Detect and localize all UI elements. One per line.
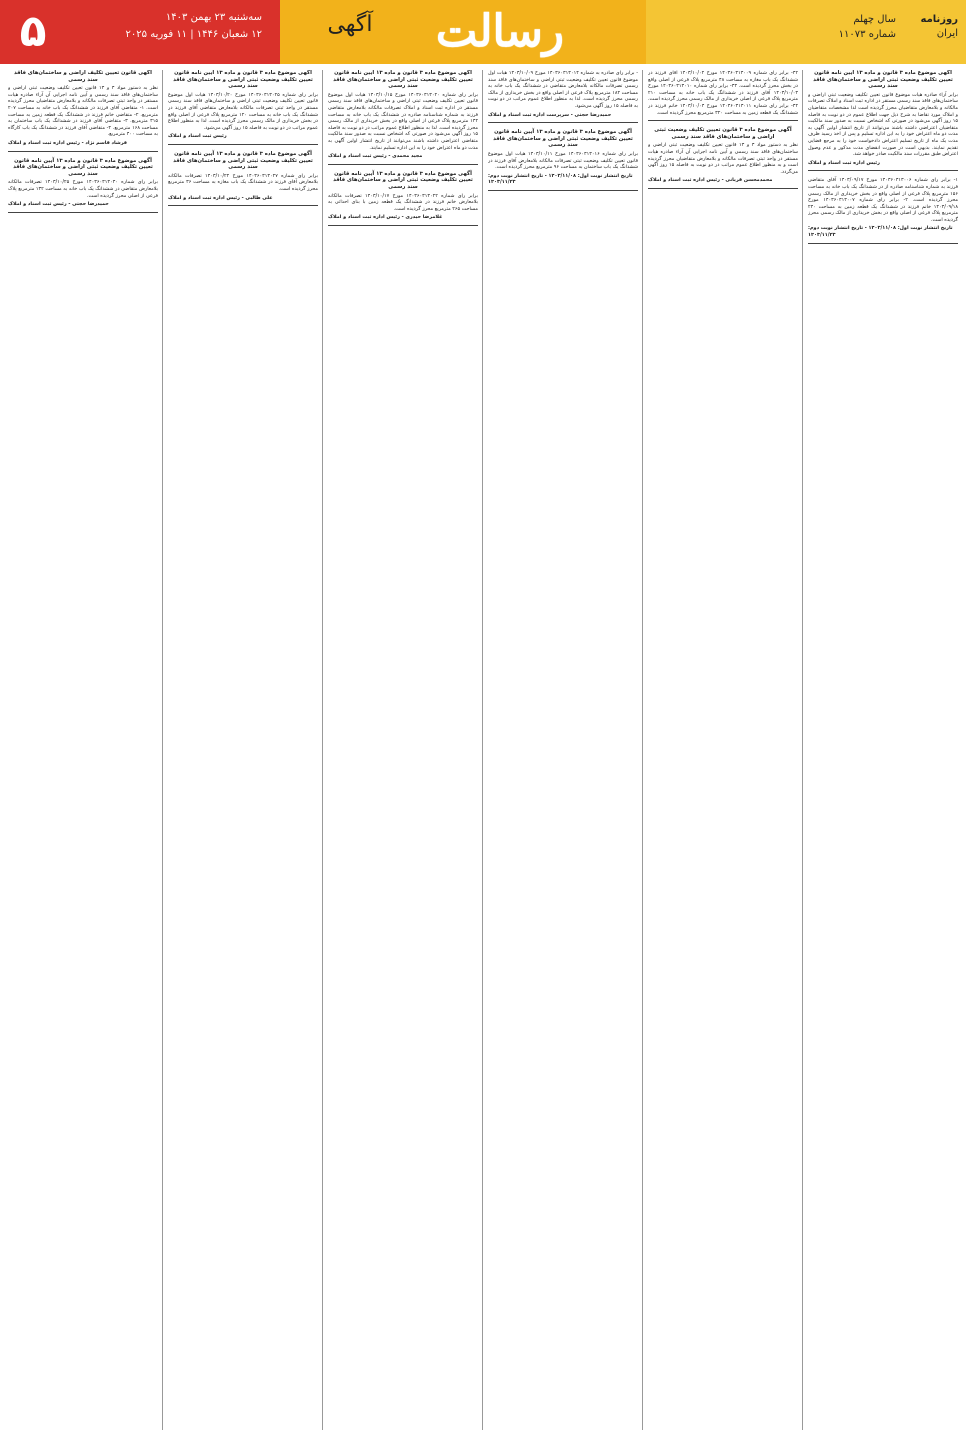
ad-title: آگهی موضوع ماده ۳ قانون تعیین تکلیف وضعیت ثبتی اراضی و ساختمان‌های فاقد سند رسمی: [654, 127, 792, 140]
ad-block: [8, 158, 158, 213]
ad-title: آگهی موضوع ماده ۳ قانون و ماده ۱۳ آیین نامه قانون تعیین تکلیف وضعیت ثبتی اراضی و ساختمان‌های فاقد سند رسمی: [173, 150, 313, 171]
ad-title: آگهی موضوع ماده ۳ قانون و ماده ۱۳ آیین نامه قانون تعیین تکلیف وضعیت ثبتی اراضی و ساختمان‌های فاقد سند رسمی: [813, 70, 953, 90]
ad-block: [8, 70, 158, 152]
masthead-date-panel: [0, 0, 280, 64]
ad-columns: [0, 66, 966, 1440]
ad-block: [328, 171, 478, 226]
ad-body: برابر رای شماره ۱۴۰۳۶۰۳۱۳۰۲۰ مورخ ۱۴۰۳/۱۰/۱۵ هیات اول موضوع قانون تعیین تکلیف وضعیت ثبتی اراضی و ساختمان‌های فاقد سند رسمی مستقر در اداره ثبت اسناد و املاک تصرفات مالکانه بلامعارض متقاضی فرزند به شماره شناسنامه صادره در ششدانگ یک باب خانه به مساحت ۱۴۴ مترمربع پلاک فرعی از اصلی واقع در بخش خریداری از مالک رسمی محرز گردیده است. لذا به منظور اطلاع عموم مراتب در دو نوبت به فاصله ۱۵ روز آگهی می‌شود در صورتی که اشخاص نسبت به صدور سند مالکیت متقاضی اعتراضی داشته باشند می‌توانند از تاریخ انتشار اولین آگهی به مدت دو ماه اعتراض خود را به این اداره تسلیم نمایند.: [328, 91, 478, 151]
ad-body: - برابر رای صادره به شماره ۱۴۰۳۶۰۳۱۳۰۱۴ مورخ ۱۴۰۳/۱۰/۰۹ هیات اول موضوع قانون تعیین تکلیف وضعیت ثبتی اراضی و ساختمان‌های فاقد سند رسمی تصرفات مالکانه بلامعارض متقاضی در ششدانگ یک باب خانه به مساحت ۱۸۲ مترمربع پلاک فرعی از اصلی واقع در بخش خریداری از مالک رسمی محرز گردیده است. لذا به منظور اطلاع عموم مراتب در دو نوبت به فاصله ۱۵ روز آگهی می‌شود.: [488, 70, 638, 109]
ad-divider: [648, 120, 798, 121]
ad-signature: تاریخ انتشار نوبت اول: ۱۴۰۳/۱۱/۰۸ - تاریخ انتشار نوبت دوم: ۱۴۰۳/۱۱/۲۳: [808, 225, 953, 239]
ad-block: [488, 129, 638, 191]
ad-body: برابر رای شماره ۱۴۰۳۶۰۳۱۳۰۳۰ مورخ ۱۴۰۳/۱۰/۲۵ تصرفات مالکانه بلامعارض متقاضی در ششدانگ یک باب خانه به مساحت ۱۳۲ مترمربع پلاک فرعی از اصلی محرز گردیده است.: [8, 179, 158, 199]
ad-signature: حمیدرضا حجتی - سرپرست اداره ثبت اسناد و املاک: [488, 111, 612, 118]
ad-block: [328, 70, 478, 165]
date-block: [62, 12, 262, 46]
ad-divider: [648, 188, 798, 189]
ad-column: [328, 70, 478, 1432]
page-number: ۵: [19, 6, 47, 57]
ad-signature: تاریخ انتشار نوبت اول: ۱۴۰۳/۱۱/۰۸ - تاریخ انتشار نوبت دوم: ۱۴۰۳/۱۱/۲۳: [488, 172, 633, 186]
ad-divider: [808, 243, 958, 244]
column-separator: [802, 70, 803, 1430]
ad-divider: [168, 205, 318, 206]
ad-body: برابر رای شماره ۱۴۰۳۶۰۳۱۳۰۲۷ مورخ ۱۴۰۳/۱۰/۲۲ تصرفات مالکانه بلامعارض آقای فرزند در ششدانگ یک باب مغازه به مساحت ۳۶ مترمربع محرز گردیده است.: [168, 172, 318, 192]
ad-body: برابر رای شماره ۱۴۰۳۶۰۳۱۳۰۲۵ مورخ ۱۴۰۳/۱۰/۲۰ هیات اول موضوع قانون تعیین تکلیف وضعیت ثبتی اراضی و ساختمان‌های فاقد سند رسمی مستقر در واحد ثبتی تصرفات مالکانه بلامعارض متقاضی آقای فرزند در ششدانگ یک باب خانه به مساحت ۱۲۰ مترمربع پلاک فرعی از اصلی واقع در بخش خریداری از مالک رسمی محرز گردیده است. لذا به منظور اطلاع عموم مراتب در دو نوبت به فاصله ۱۵ روز آگهی می‌شود.: [168, 91, 318, 131]
ad-body: ۴۲- برابر رای شماره ۱۴۰۳۶۰۳۱۳۰۰۹ مورخ ۱۴۰۳/۱۰/۰۲ آقای فرزند در ششدانگ یک باب مغازه به مساحت ۴۸ مترمربع پلاک فرعی از اصلی واقع در بخش محرز گردیده است. ۴۳- برابر رای شماره ۱۴۰۳۶۰۳۱۳۰۱۰ مورخ ۱۴۰۳/۱۰/۰۳ آقای فرزند در ششدانگ یک باب خانه به مساحت ۲۱۰ مترمربع پلاک فرعی از اصلی خریداری از مالک رسمی محرز گردیده است. ۴۴- برابر رای شماره ۱۴۰۳۶۰۳۱۳۰۱۱ مورخ ۱۴۰۳/۱۰/۰۴ خانم فرزند در ششدانگ یک قطعه زمین به مساحت ۳۲۰ مترمربع محرز گردیده است.: [648, 70, 798, 116]
ad-column: [648, 70, 798, 1432]
column-separator: [642, 70, 643, 1430]
ad-title: آگهی موضوع ماده ۳ قانون و ماده ۱۳ آیین نامه قانون تعیین تکلیف وضعیت ثبتی اراضی و ساختمان‌های فاقد سند رسمی: [173, 70, 313, 90]
ad-divider: [328, 164, 478, 165]
newspaper-logo: رسالت: [435, 6, 565, 57]
ad-title: آگهی موضوع ماده ۳ قانون و ماده ۱۳ آیین نامه قانون تعیین تکلیف وضعیت ثبتی اراضی و ساختمان‌های فاقد سند رسمی: [333, 170, 473, 190]
ad-column: [8, 70, 158, 1432]
masthead: [0, 0, 966, 64]
column-separator: [322, 70, 323, 1430]
section-title: آگهی: [327, 12, 373, 37]
ad-signature: حمیدرضا حجتی - رئیس ثبت اسناد و املاک: [8, 201, 109, 208]
ad-signature: مجید محمدی - رئیس ثبت اسناد و املاک: [328, 153, 423, 160]
ad-divider: [808, 170, 958, 171]
ad-block: [648, 127, 798, 189]
ad-divider: [488, 122, 638, 123]
ad-divider: [8, 151, 158, 152]
year-issue-block: [839, 14, 896, 44]
issue-label: شماره ۱۱۰۷۳: [838, 29, 896, 40]
ad-title: آگهی قانون تعیین تکلیف اراضی و ساختمان‌های فاقد سند رسمی: [14, 70, 152, 83]
ad-title: آگهی موضوع ماده ۳ قانون و ماده ۱۳ آیین نامه قانون تعیین تکلیف وضعیت ثبتی اراضی و ساختمان‌های فاقد سند رسمی: [493, 129, 633, 149]
ad-column: [808, 70, 958, 1432]
ad-signature: محمدمحسن قربانی - رئیس اداره ثبت اسناد و املاک: [648, 177, 773, 184]
ad-block: [168, 151, 318, 206]
ad-column: [488, 70, 638, 1432]
brand-line-2: ایران: [936, 28, 958, 39]
year-label: سال چهلم: [853, 14, 896, 25]
ad-divider: [328, 225, 478, 226]
ad-body: ۱- برابر رای شماره ۱۴۰۳۶۰۳۱۳۰۰۶ مورخ ۱۴۰۳/۰۹/۱۷ آقای متقاضی فرزند به شماره شناسنامه صادره از در ششدانگ یک باب خانه به مساحت ۱۵۶ مترمربع پلاک فرعی از اصلی واقع در بخش خریداری از مالک رسمی محرز گردیده است. ۲- برابر رای شماره ۱۴۰۳۶۰۳۱۳۰۰۷ مورخ ۱۴۰۳/۰۹/۱۸ خانم فرزند در ششدانگ یک قطعه زمین به مساحت ۲۴۰ مترمربع پلاک فرعی از اصلی واقع در بخش خریداری از مالک رسمی محرز گردیده است.: [808, 177, 958, 223]
ad-block: [488, 70, 638, 123]
ad-body: نظر به دستور مواد ۳ و ۱۳ قانون تعیین تکلیف وضعیت ثبتی اراضی و ساختمان‌های فاقد سند رسمی و آیین نامه اجرایی آن آراء صادره هیات مستقر در واحد ثبتی تصرفات مالکانه و بلامعارض متقاضیان محرز گردیده است. ۱- متقاضی آقای فرزند در ششدانگ یک باب خانه به مساحت ۲۰۷ مترمربع. ۲- متقاضی خانم فرزند در ششدانگ یک قطعه زمین به مساحت ۳۱۵ مترمربع. ۳- متقاضی آقای فرزند در ششدانگ یک باب ساختمان به مساحت ۱۶۸ مترمربع. ۴- متقاضی آقای فرزند در ششدانگ یک باب کارگاه به مساحت ۴۰۰ مترمربع.: [8, 85, 158, 138]
ad-signature: فرشاد قاسم نژاد - رئیس اداره ثبت اسناد و املاک: [8, 139, 127, 146]
masthead-brand-panel: [646, 0, 966, 64]
column-separator: [482, 70, 483, 1430]
ad-body: برابر رای شماره ۱۴۰۳۶۰۳۱۳۰۲۲ مورخ ۱۴۰۳/۱۰/۱۷ تصرفات مالکانه بلامعارض خانم فرزند در ششدانگ یک قطعه زمین با بنای احداثی به مساحت ۲۶۵ مترمربع محرز گردیده است.: [328, 192, 478, 212]
ad-signature: رئیس اداره ثبت اسناد و املاک: [808, 159, 880, 166]
date-line-1: سه‌شنبه ۲۳ بهمن ۱۴۰۳: [165, 12, 262, 23]
ad-body: نظر به دستور مواد ۳ و ۱۳ قانون تعیین تکلیف وضعیت ثبتی اراضی و ساختمان‌های فاقد سند رسمی و آیین نامه اجرایی آن آراء صادره هیات مستقر در واحد ثبتی تصرفات مالکانه و بلامعارض متقاضیان محرز گردیده است و به منظور اطلاع عموم مراتب در دو نوبت به فاصله ۱۵ روز آگهی می‌گردد.: [648, 142, 798, 175]
ad-column: [168, 70, 318, 1432]
ad-title: آگهی موضوع ماده ۳ قانون و ماده ۱۳ آیین نامه قانون تعیین تکلیف وضعیت ثبتی اراضی و ساختمان‌های فاقد سند رسمی: [333, 70, 473, 90]
ad-block: [168, 70, 318, 145]
brand-line-1: روزنامه: [920, 14, 958, 25]
ad-title: آگهی موضوع ماده ۳ قانون و ماده ۱۳ آیین نامه قانون تعیین تکلیف وضعیت ثبتی اراضی و ساختمان‌های فاقد سند رسمی: [13, 157, 153, 177]
ad-divider: [8, 212, 158, 213]
ad-signature: رئیس ثبت اسناد و املاک: [168, 133, 227, 140]
ad-signature: علی طالبی - رئیس اداره ثبت اسناد و املاک: [168, 194, 273, 201]
ad-block: [648, 70, 798, 121]
ad-signature: غلامرضا حیدری - رئیس اداره ثبت اسناد و املاک: [328, 214, 443, 221]
ad-divider: [488, 190, 638, 191]
ad-divider: [168, 144, 318, 145]
ad-body: برابر آراء صادره هیات موضوع قانون تعیین تکلیف وضعیت ثبتی اراضی و ساختمان‌های فاقد سند رسمی مستقر در اداره ثبت اسناد و املاک تصرفات مالکانه و بلامعارض متقاضیان محرز گردیده است لذا مشخصات متقاضیان و املاک مورد تقاضا به شرح ذیل جهت اطلاع عموم در دو نوبت به فاصله ۱۵ روز آگهی می‌شود در صورتی که اشخاص نسبت به صدور سند مالکیت متقاضیان اعتراضی داشته باشند می‌توانند از تاریخ انتشار اولین آگهی به مدت دو ماه اعتراض خود را به این اداره تسلیم و پس از اخذ رسید ظرف مدت یک ماه از تاریخ تسلیم اعتراض دادخواست خود را به مرجع قضایی تقدیم نمایند. بدیهی است در صورت انقضای مدت مذکور و عدم وصول اعتراض طبق مقررات سند مالکیت صادر خواهد شد.: [808, 91, 958, 158]
ad-block: [808, 70, 958, 171]
date-line-2: ۱۲ شعبان ۱۴۴۶ | ۱۱ فوریه ۲۰۲۵: [125, 29, 262, 40]
ad-block: [808, 177, 958, 243]
ad-body: برابر رای شماره ۱۴۰۳۶۰۳۱۳۰۱۶ مورخ ۱۴۰۳/۱۰/۱۱ هیات اول موضوع قانون تعیین تکلیف وضعیت ثبتی تصرفات مالکانه بلامعارض آقای فرزند در ششدانگ یک باب ساختمان به مساحت ۹۶ مترمربع محرز گردیده است.: [488, 150, 638, 171]
column-separator: [162, 70, 163, 1430]
